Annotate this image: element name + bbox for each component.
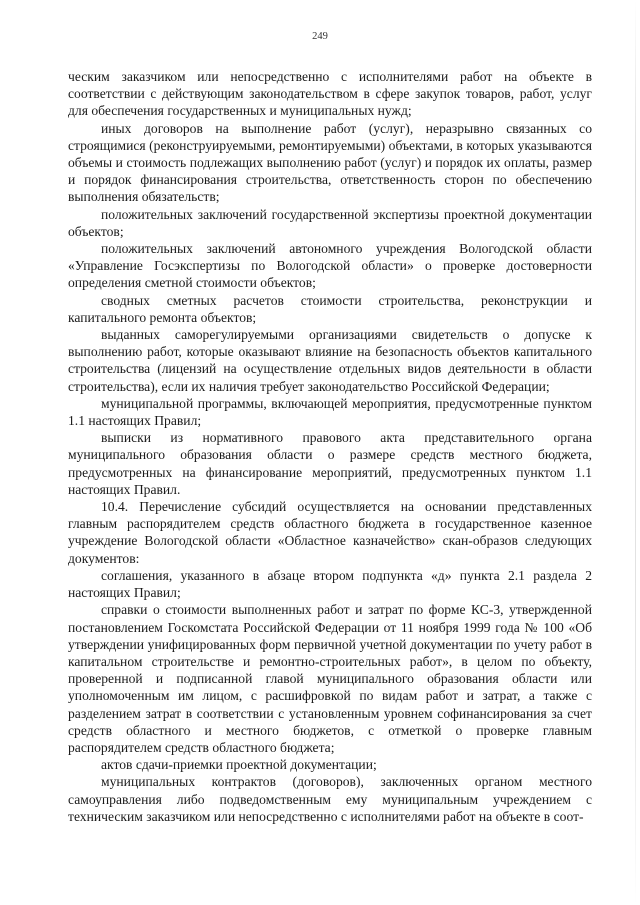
paragraph-state-expertise: положительных заключений государственной экспертизы проектной документации объектов;: [68, 206, 592, 239]
paragraph-cont-top: ческим заказчиком или непосредственно с исполнителями работ на объекте в соответствии с действующим законодательством в сфере закупок товаров, работ, услуг для обеспечения государственных и муниципальных нужд;: [68, 69, 592, 119]
paragraph-agreement: соглашения, указанного в абзаце втором подпункта «д» пункта 2.1 раздела 2 настоящих Правил;: [68, 567, 592, 601]
paragraph-ks3-certificates: справки о стоимости выполненных работ и затрат по форме КС-3, утвержденной постановлением Госкомстата Российской Федерации от 11 ноября 1999 года № 100 «Об утверждении унифицированных форм первичной учетной документации по учету работ в капитальном строительстве и ремонтно-строительных работ», в целом по объекту, проверенной и подписанной главой муниципального образования области или уполномоченным им лицом, с расшифровкой по видам работ и затрат, а также с разделением затрат в соответствии с установленным уровнем софинансирования за счет средств областного и местного бюджетов, с отметкой о проверке главным распорядителем средств областного бюджета;: [68, 602, 592, 755]
document-body: [68, 68, 592, 825]
page-number: 249: [312, 31, 328, 42]
paragraph-other-contracts: иных договоров на выполнение работ (услуг), неразрывно связанных со строящимися (реконструируемыми, ремонтируемыми) объектами, в которых указываются объемы и стоимость подлежащих выполнению работ (услуг) и порядок их оплаты, размер и порядок финансирования строительства, ответственность сторон по обеспечению выполнения обязательств;: [68, 120, 592, 205]
paragraph-clause-10-4: 10.4. Перечисление субсидий осуществляется на основании представленных главным распорядителем средств областного бюджета в государственное казенное учреждение Вологодской области «Областное казначейство» скан-образов следующих документов:: [68, 499, 592, 566]
paragraph-summary-estimates: сводных сметных расчетов стоимости строительства, реконструкции и капитального ремонта объектов;: [68, 292, 592, 325]
paragraph-municipal-program: муниципальной программы, включающей мероприятия, предусмотренные пунктом 1.1 настоящих Правил;: [68, 395, 592, 429]
paragraph-sro-certificates: выданных саморегулируемыми организациями свидетельств о допуске к выполнению работ, которые оказывают влияние на безопасность объектов капитального строительства (лицензий на осуществление отдельных видов деятельности в области строительства), если их наличия требует законодательство Российской Федерации;: [68, 327, 592, 394]
scan-edge: [635, 0, 636, 905]
paragraph-municipal-contracts: муниципальных контрактов (договоров), заключенных органом местного самоуправления либо подведомственным ему муниципальным учреждением с техническим заказчиком или непосредственно с исполнителями работ на объекте в соот-: [68, 774, 592, 824]
paragraph-budget-extract: выписки из нормативного правового акта представительного органа муниципального образования области о размере средств местного бюджета, предусмотренных на финансирование мероприятий, предусмотренных пунктом 1.1 настоящих Правил.: [68, 430, 592, 497]
paragraph-autonomous-institution: положительных заключений автономного учреждения Вологодской области «Управление Госэкспертизы по Вологодской области» о проверке достоверности определения сметной стоимости объектов;: [68, 241, 592, 291]
paragraph-design-acceptance: актов сдачи-приемки проектной документации;: [101, 757, 377, 773]
